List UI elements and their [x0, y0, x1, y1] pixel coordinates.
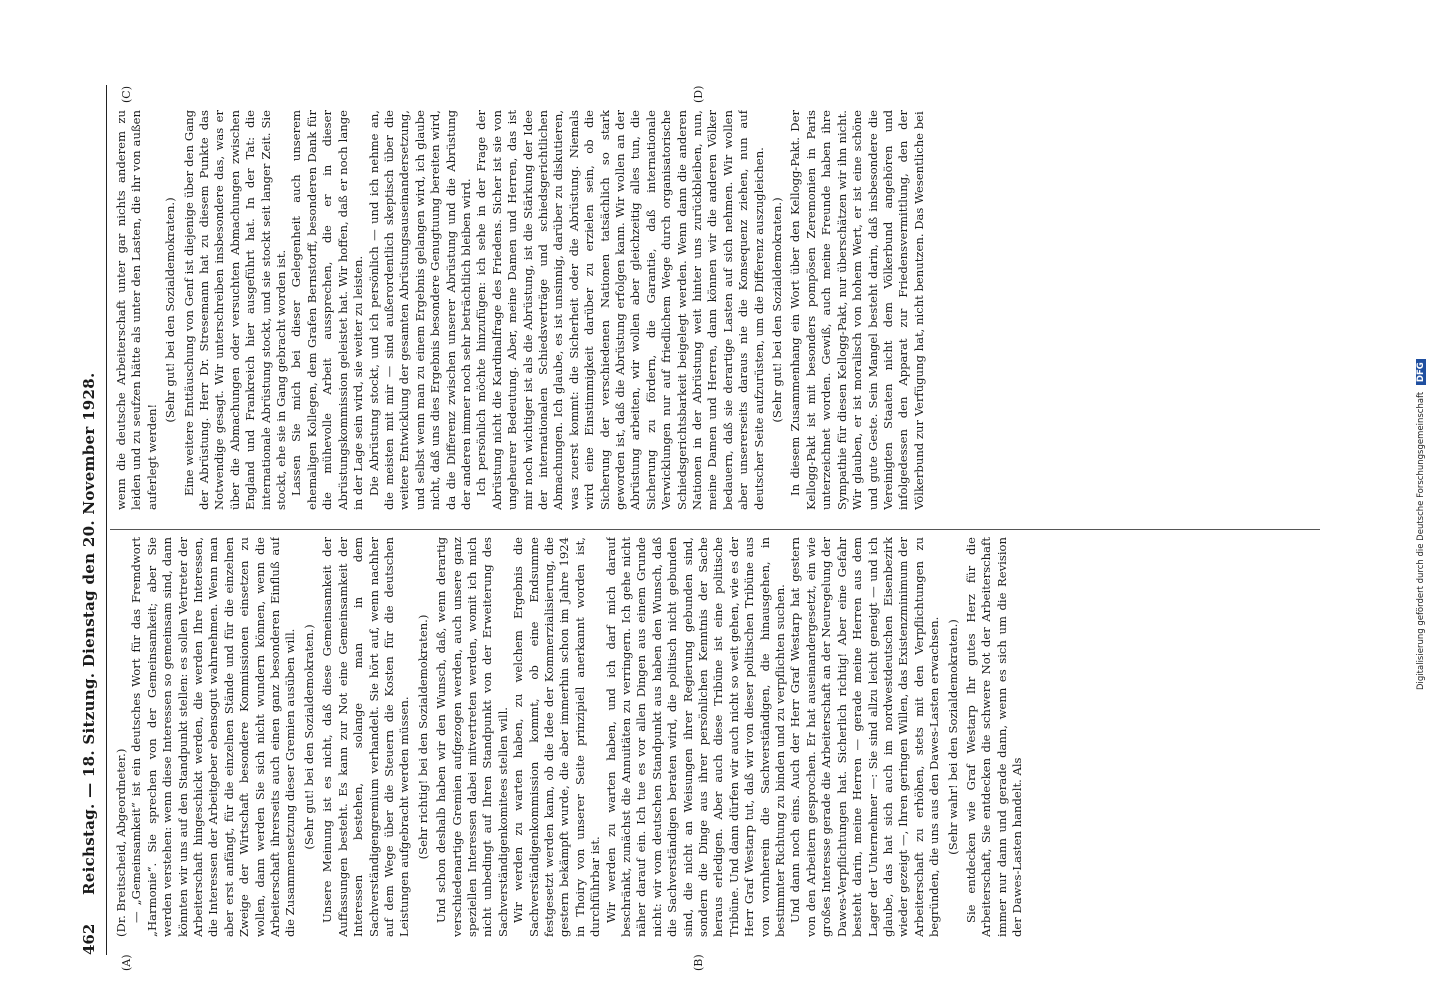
paragraph: Eine weitere Enttäuschung von Genf ist diejenige über den Gang der Abrüstung. Herr Dr. Stresemann hat zu diesem Punkte das Notwendige gesagt. Wir unterschreiben insbesondere das, was er über die Abmachungen oder versuchten Abmachungen zwischen England und Frankreich hier ausgeführt hat. In der Tat: die internationale Abrüstung stockt, und sie stockt seit langer Zeit. Sie stockt, ehe sie in Gang gebracht worden ist. — [181, 110, 289, 510]
paragraph: Lassen Sie mich bei dieser Gelegenheit auch unserem ehemaligen Kollegen, dem Grafen Bernstorff, besonderen Dank für die mühevolle Arbeit aussprechen, die er in dieser Abrüstungskommission geleistet hat. Wir hoffen, daß er noch lange in der Lage sein wird, sie weiter zu leisten. — [289, 110, 366, 510]
digitization-credit — [1416, 359, 1426, 690]
paragraph: Wir werden zu warten haben, zu welchem Ergebnis die Sachverständigenkommission kommt, ob eine Endsumme festgesetzt werden kann, ob die Idee der Kommerzialisierung, die gestern bekämpft wurde, die aber immerhin schon im Jahre 1924 in Thoiry von unserer Seite prinzipiell anerkannt worden ist, durchführbar ist. — [511, 537, 603, 937]
interjection: (Sehr gut! bei den Sozialdemokraten.) — [163, 197, 178, 423]
interjection: (Sehr gut! bei den Sozialdemokraten.) — [301, 624, 316, 850]
paragraph: Wir werden zu warten haben, und ich darf mich darauf beschränkt, zunächst die Annuitäten zu verringern. Ich gehe nicht näher darauf ein. Ich tue es vor allen Dingen aus einem Grunde nicht: wir vom deutschen Standpunkt aus haben den Wunsch, daß die Sachverständigen beraten wird, die politisch nicht gebunden sind, die nicht an Weisungen ihrer Regierung gebunden sind, sondern die Dinge aus ihrer persönlichen Kenntnis der Sache heraus erledigen. Aber auch diese Tribüne ist eine politische Tribüne. Und dann dürfen wir auch nicht so weit gehen, wie es der Herr Graf Westarp tut, daß wir von dieser politischen Tribüne aus von vornherein die Sachverständigen, die hinausgehen, in bestimmter Richtung zu binden und zu verpflichten suchen. — [603, 537, 788, 937]
interjection: (Sehr wahr! bei den Sozialdemokraten.) — [945, 619, 960, 855]
paragraph: Unsere Meinung ist es nicht, daß diese Gemeinsamkeit der Auffassungen besteht. Es kann zur Not eine Gemeinsamkeit der Interessen bestehen, solange man in dem Sachverständigengremium verhandelt. Sie hört auf, wenn nachher auf dem Wege über die Steuern die Kosten für die deutschen Leistungen aufgebracht werden müssen. — [320, 537, 412, 937]
margin-mark-d: (D) — [692, 85, 705, 103]
page-number: 462 — [80, 923, 98, 955]
paragraph: Und dann noch eins. Auch der Herr Graf Westarp hat gestern von den Arbeitern gesprochen. Er hat auseinandergesetzt, ein wie großes Interesse gerade die Arbeiterschaft an der Neuregelung der Dawes-Verpflichtungen hat. Sicherlich richtig! Aber eine Gefahr besteht darin, meine Herren — gerade meine Herren aus dem Lager der Unternehmer —: Sie sind allzu leicht geneigt — und ich glaube, das hat sich auch im nordwestdeutschen Eisenbezirk wieder gezeigt —, Ihren geringen Willen, das Existenzminimum der Arbeiterschaft zu erhöhen, stets mit den Verpflichtungen zu begründen, die uns aus den Dawes-Lasten erwachsen. — [788, 537, 942, 937]
credit-text: Digitalisierung gefördert durch die Deutsche Forschungsgemeinschaft — [1416, 391, 1426, 690]
interjection: (Sehr richtig! bei den Sozialdemokraten.) — [415, 614, 430, 860]
running-title: Reichstag. — 18. Sitzung. Dienstag den 20. November 1928. — [80, 372, 98, 895]
right-text-column — [114, 110, 1314, 510]
paragraph: Ich persönlich möchte hinzufügen: ich sehe in der Frage der Abrüstung nicht die Kardinalfrage des Friedens. Sicher ist sie von ungeheurer Bedeutung. Aber, meine Damen und Herren, das ist mir noch wichtiger ist als die Abrüstung, ist die Stärkung der Idee der internationalen Schiedsverträge und schiedsgerichtlichen Abmachungen. Ich glaube, es ist unsinnig, darüber zu diskutieren, was zuerst kommt: die Sicherheit oder die Abrüstung. Niemals wird eine Einstimmigkeit darüber zu erzielen sein, ob die Sicherung der verschiedenen Nationen tatsächlich so stark geworden ist, daß die Abrüstung erfolgen kann. Wir wollen an der Abrüstung arbeiten, wir wollen aber gleichzeitig alles tun, die Sicherung zu fördern, die Garantie, daß internationale Verwicklungen nur auf friedlichem Wege durch organisatorische Schiedsgerichtsbarkeit beigelegt werden. Wenn dann die anderen Nationen in der Abrüstung weit hinter uns zurückbleiben, nun, meine Damen und Herren, dann können wir die anderen Völker bedauern, daß sie derartige Lasten auf sich nehmen. Wir wollen aber unsererseits daraus nie die Konsequenz ziehen, nun auf deutscher Seite aufzurüsten, um die Differenz auszugleichen. — [474, 110, 766, 510]
paragraph: Und schon deshalb haben wir den Wunsch, daß, wenn derartig verschiedenartige Gremien aufgezogen werden, auch unsere ganz speziellen Interessen dabei mitvertreten werden, womit ich mich nicht unbedingt auf Ihren Standpunkt von der Erweiterung des Sachverständigenkomitees stellen will. — [434, 537, 510, 937]
dfg-logo: DFG — [1416, 359, 1426, 385]
paragraph: wenn die deutsche Arbeiterschaft unter gar nichts anderem zu leiden und zu seufzen hätte als unter den Lasten, die ihr von außen auferlegt werden! — [114, 110, 159, 510]
paragraph: In diesem Zusammenhang ein Wort über den Kellogg-Pakt. Der Kellogg-Pakt ist mit besonders pompösen Zeremonien in Paris unterzeichnet worden. Gewiß, auch meine Freunde haben ihre Sympathie für diesen Kellogg-Pakt, nur überschätzen wir ihn nicht. Wir glauben, er ist moralisch von hohem Wert, er ist eine schöne und gute Geste. Sein Mangel besteht darin, daß insbesondere die Vereinigten Staaten nicht dem Völkerbund angehören und infolgedessen den Apparat zur Friedensvermittlung, den der Völkerbund zur Verfügung hat, nicht benutzen. Das Wesentliche bei — [788, 110, 926, 510]
margin-mark-b: (B) — [692, 954, 705, 971]
left-text-column — [114, 537, 1314, 937]
paragraph: (Dr. Breitscheid, Abgeordneter.) — [114, 748, 128, 937]
rotated-page — [80, 85, 1320, 971]
paragraph: — „Gemeinsamkeit“ ist ein deutsches Wort für das Fremdwort „Harmonie“. Sie sprechen von der Gemeinsamkeit; aber Sie werden verstehen: wenn diese Interessen so gemeinsam sind, dann könnten wir uns auf den Standpunkt stellen: es sollen Vertreter der Arbeiterschaft hingeschickt werden, die werden Ihre Interessen, die Interessen der Arbeitgeber ebensogut wahrnehmen. Wenn man aber erst anfängt, für die einzelnen Stände und für die einzelnen Zweige der Wirtschaft besondere Kommissionen einsetzen zu wollen, dann werden Sie sich nicht wundern können, wenn die Arbeiterschaft ihrerseits auch einen ganz besonderen Einfluß auf die Zusammensetzung dieser Gremien ausüben will. — [129, 537, 298, 937]
header-rule — [106, 85, 107, 955]
running-header — [80, 85, 106, 955]
paragraph: Sie entdecken wie Graf Westarp Ihr gutes Herz für die Arbeiterschaft, Sie entdecken die schwere Not der Arbeiterschaft immer nur dann und gerade dann, wenn es sich um die Revision der Dawes-Lasten handelt. Als — [963, 537, 1025, 937]
paragraph: Die Abrüstung stockt, und ich persönlich — und ich nehme an, die meisten mit mir — sind außerordentlich skeptisch über die weitere Entwicklung der gesamten Abrüstungsauseinandersetzung, und selbst wenn man zu einem Ergebnis gelangen wird, ich glaube nicht, daß uns dies Ergebnis besondere Genugtuung bereiten wird, da die Differenz zwischen unserer Abrüstung und die Abrüstung der anderen immer noch sehr beträchtlich bleiben wird. — [366, 110, 473, 510]
margin-mark-a: (A) — [120, 954, 133, 971]
interjection: (Sehr gut! bei den Sozialdemokraten.) — [770, 197, 785, 423]
column-divider — [110, 529, 1320, 530]
margin-mark-c: (C) — [120, 86, 133, 103]
